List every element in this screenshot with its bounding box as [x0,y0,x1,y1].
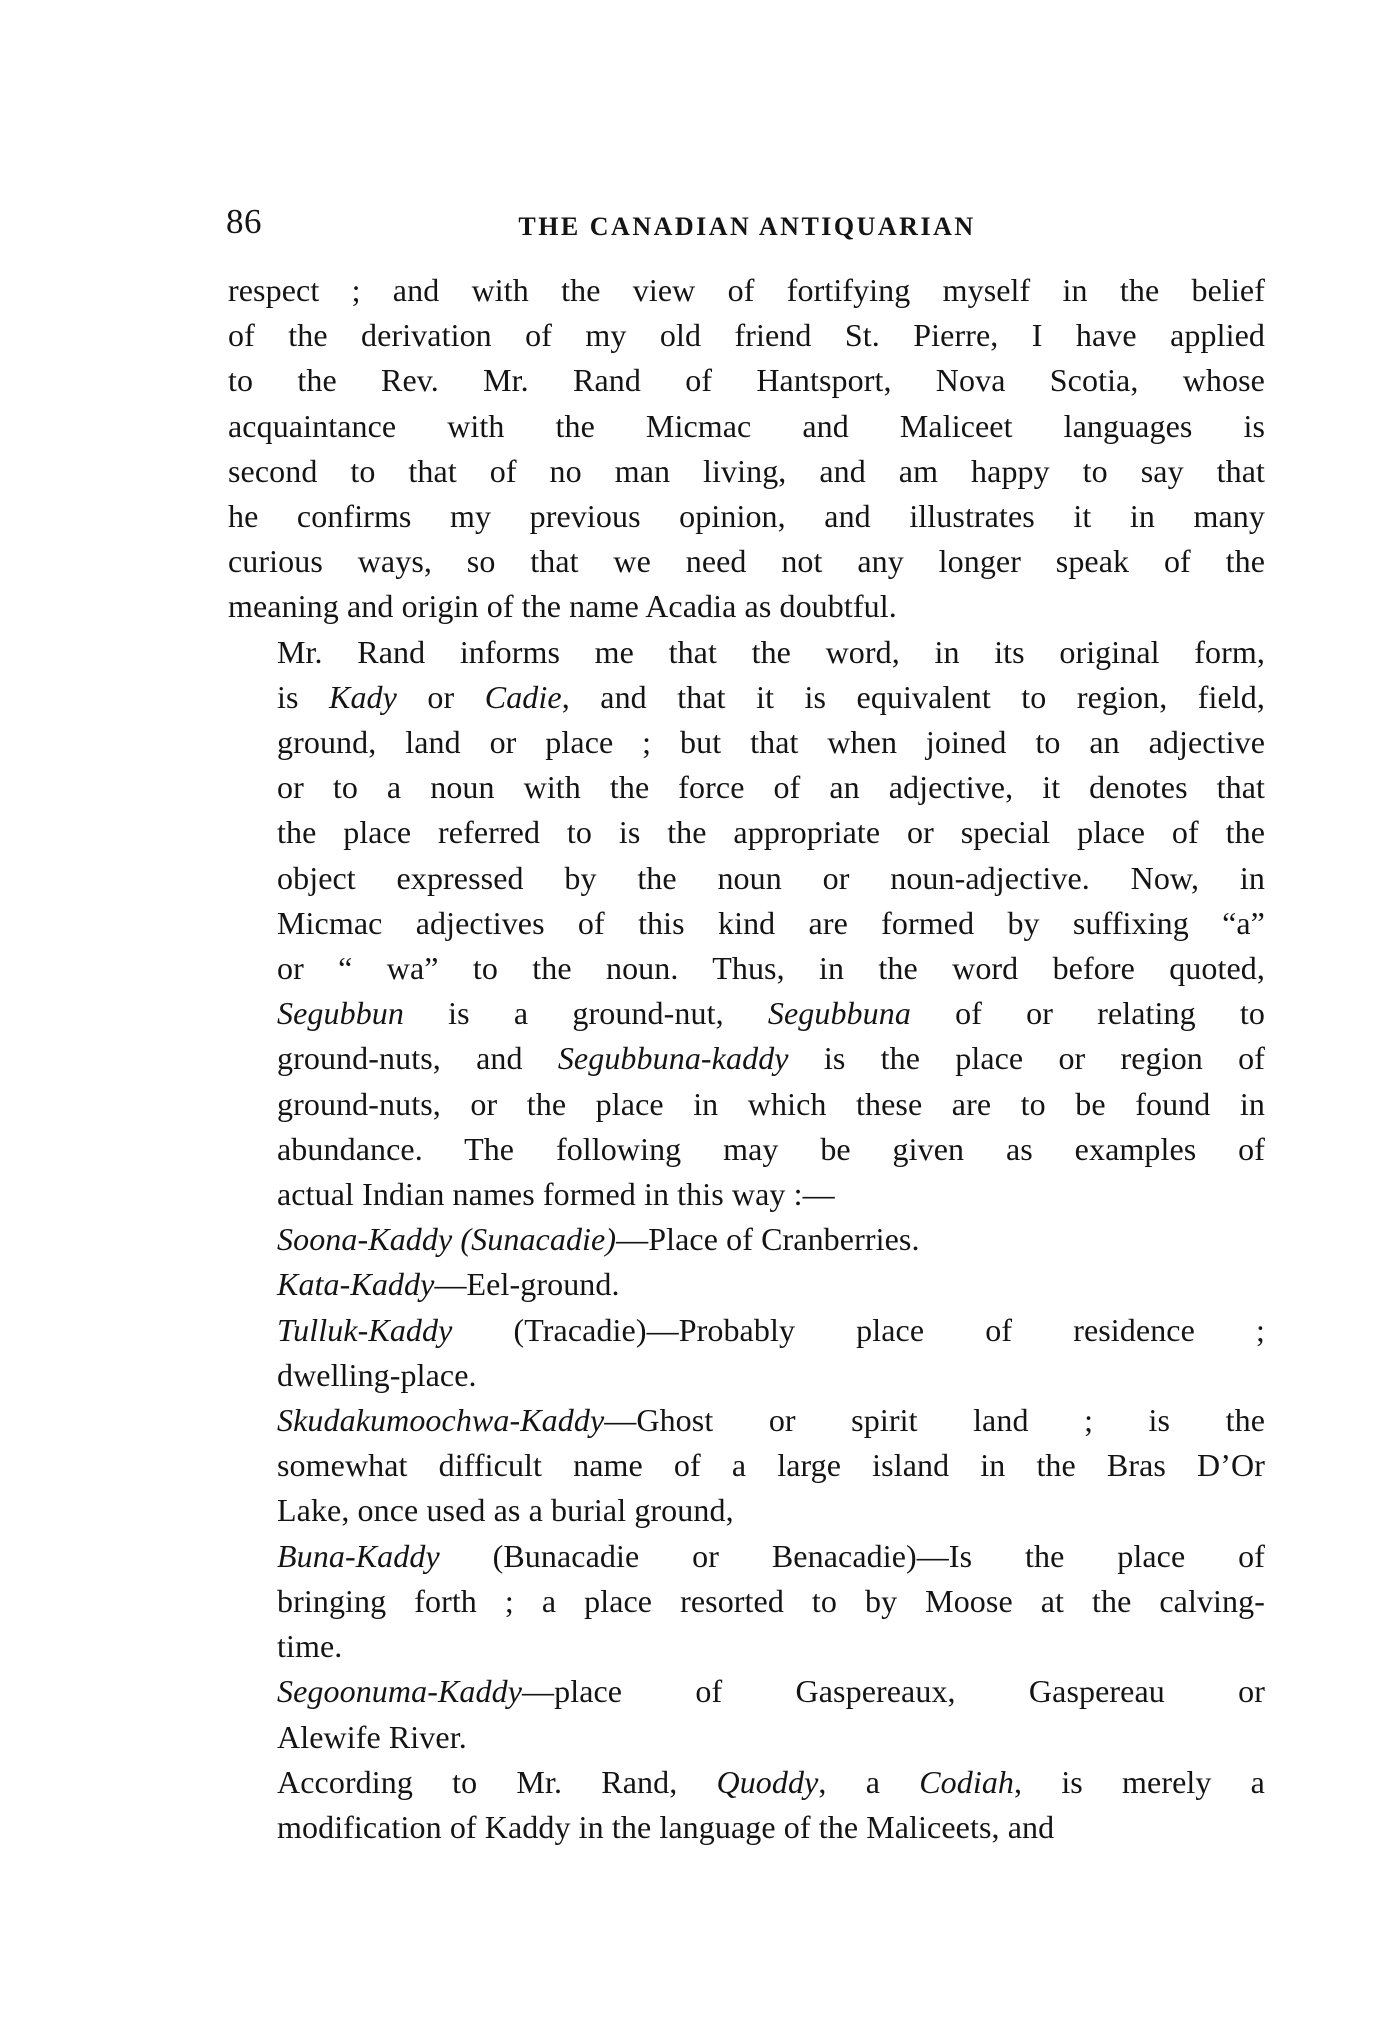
paragraph [228,1308,1265,1398]
text-line [228,991,1265,1036]
text-run: respect ; and with the view of fortifying myself in the belief [228,272,1265,308]
text-line [228,268,1265,313]
text-run: —Eel-ground. [434,1266,620,1303]
running-head [226,202,1268,248]
paragraph [228,1534,1265,1670]
text-line [228,404,1265,449]
text-run: ground, land or place ; but that when joined to an adjective [277,724,1265,761]
text-run: time. [277,1628,343,1665]
text-line [228,1534,1265,1579]
text-run: (Bunacadie or Benacadie)—Is the place of [439,1537,1265,1574]
text-run: Lake, once used as a burial ground, [277,1492,734,1529]
text-line [228,1127,1265,1172]
italic-term: Tulluk-Kaddy [277,1311,453,1348]
text-line [228,856,1265,901]
text-run: Alewife River. [277,1718,467,1755]
text-run: he confirms my previous opinion, and illustrates it in many [228,498,1265,535]
text-line [228,1669,1265,1714]
text-run: acquaintance with the Micmac and Maliceet languages is [228,407,1265,444]
text-run: or [396,678,485,715]
text-line [228,1715,1265,1760]
text-line [228,1805,1265,1850]
italic-term: Segubbun [277,995,405,1032]
text-run: (Tracadie)—Probably place of residence ; [452,1311,1265,1348]
text-run: is the place or region of [788,1040,1265,1077]
running-title: THE CANADIAN ANTIQUARIAN [518,212,976,241]
italic-term: Segoonuma-Kaddy [277,1673,523,1710]
paragraph [228,1760,1265,1850]
text-run: or “ wa” to the noun. Thus, in the word before quoted, [277,950,1265,987]
text-run: —Ghost or spirit land ; is the [604,1402,1265,1439]
text-line [228,1217,1265,1262]
text-line [228,539,1265,584]
text-run: the place referred to is the appropriate or special place of the [277,814,1265,851]
text-line [228,1262,1265,1307]
text-run: According to Mr. Rand, [277,1763,717,1800]
text-line [228,1624,1265,1669]
text-run: , is merely a [1014,1763,1265,1800]
text-run: of or relating to [910,995,1265,1032]
text-line [228,1488,1265,1533]
text-line [228,449,1265,494]
paragraph [228,1669,1265,1759]
text-run: of the derivation of my old friend St. Pierre, I have applied [228,317,1265,354]
text-line [228,358,1265,403]
paragraph [228,268,1265,630]
text-run: or to a noun with the force of an adjective, it denotes that [277,769,1265,806]
text-run: , a [818,1763,920,1800]
text-run: is a ground-nut, [404,995,768,1032]
text-line [228,1172,1265,1217]
text-run: to the Rev. Mr. Rand of Hantsport, Nova Scotia, whose [228,362,1265,399]
text-line [228,765,1265,810]
text-run: meaning and origin of the name Acadia as doubtful. [228,588,897,625]
paragraph [228,630,1265,1218]
text-run: ground-nuts, and [277,1040,558,1077]
italic-term: Kady [329,678,397,715]
text-line [228,584,1265,629]
italic-term: Quoddy [716,1763,819,1800]
text-line [228,1398,1265,1443]
text-run: Micmac adjectives of this kind are formed by suffixing “a” [277,904,1265,941]
text-run: ground-nuts, or the place in which these are to be found in [277,1085,1265,1122]
text-line [228,720,1265,765]
italic-term: Skudakumoochwa-Kaddy [277,1402,605,1439]
text-line [228,630,1265,675]
text-run: bringing forth ; a place resorted to by Moose at the calving- [277,1582,1265,1619]
text-run: curious ways, so that we need not any longer speak of the [228,543,1265,580]
text-run: —place of Gaspereaux, Gaspereau or [522,1673,1265,1710]
text-line [228,675,1265,720]
text-line [228,313,1265,358]
text-line [228,1308,1265,1353]
paragraph [228,1262,1265,1307]
text-line [228,1579,1265,1624]
text-run: is [277,678,330,715]
text-line [228,1082,1265,1127]
paragraph [228,1217,1265,1262]
text-line [228,810,1265,855]
italic-term: Segubbuna [767,995,911,1032]
text-run: —Place of Cranberries. [616,1221,920,1258]
text-line [228,1036,1265,1081]
italic-term: Soona-Kaddy (Sunacadie) [277,1221,617,1258]
page-number: 86 [226,202,262,241]
text-run: somewhat difficult name of a large island in the Bras D’Or [277,1447,1265,1484]
italic-term: Kata-Kaddy [277,1266,435,1303]
text-run: Mr. Rand informs me that the word, in its original form, [277,633,1265,670]
text-run: second to that of no man living, and am happy to say that [228,452,1265,489]
body-text [228,268,1265,1850]
text-line [228,946,1265,991]
text-run: dwelling-place. [277,1356,477,1393]
italic-term: Codiah [919,1763,1015,1800]
text-line [228,1443,1265,1488]
italic-term: Cadie [484,678,562,715]
text-line [228,901,1265,946]
paragraph [228,1398,1265,1534]
text-run: abundance. The following may be given as examples of [277,1130,1265,1167]
italic-term: Segubbuna-kaddy [557,1040,789,1077]
text-run: object expressed by the noun or noun-adjective. Now, in [277,859,1265,896]
italic-term: Buna-Kaddy [277,1537,440,1574]
text-line [228,494,1265,539]
text-line [228,1353,1265,1398]
text-run: modification of Kaddy in the language of the Maliceets, and [277,1808,1055,1845]
text-run: , and that it is equivalent to region, field, [561,678,1265,715]
text-run: actual Indian names formed in this way :— [277,1176,835,1213]
text-line [228,1760,1265,1805]
